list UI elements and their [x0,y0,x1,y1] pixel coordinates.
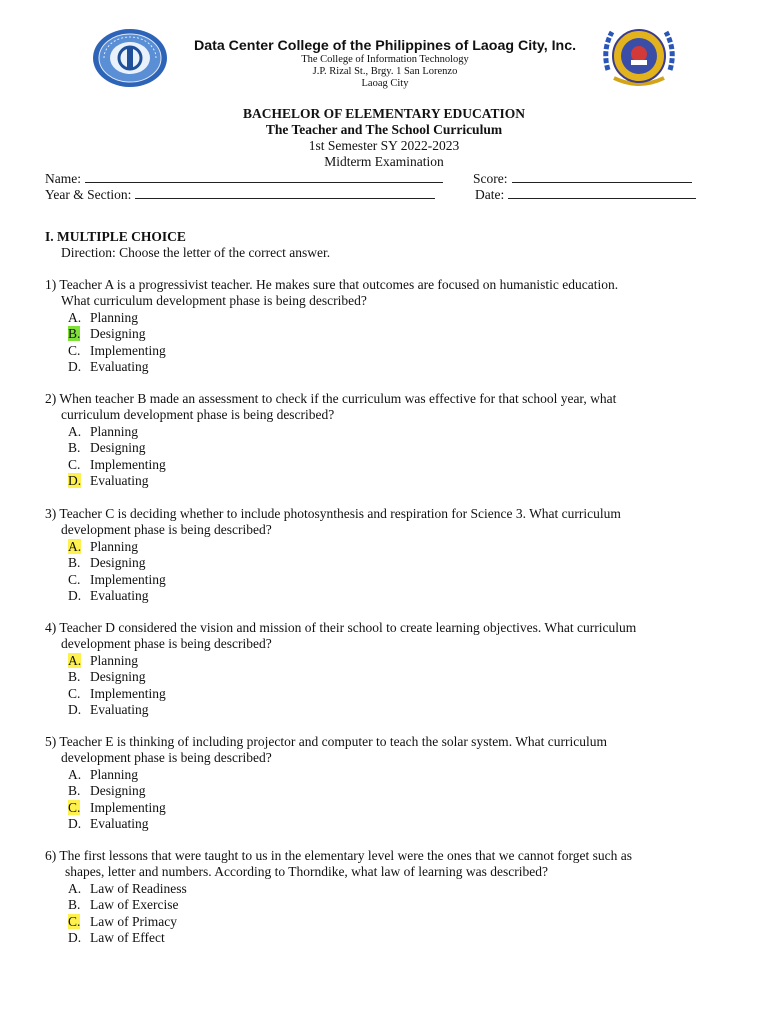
option-text: Designing [90,440,146,456]
answer-highlight: D. [68,472,82,488]
option-letter [68,473,90,489]
question-number: 2) [45,391,60,406]
question-text-line-1: Teacher E is thinking of including projector and computer to teach the solar system. What curriculum [59,734,608,749]
answer-option[interactable] [45,816,735,832]
question-number: 4) [45,620,60,635]
address-line-2: Laoag City [361,78,409,89]
option-letter: D. [68,587,82,603]
date-field[interactable] [475,187,696,203]
answer-highlight: B. [68,326,81,342]
option-letter: C. [68,456,81,472]
question-3 [45,506,735,604]
answer-option[interactable] [45,539,735,555]
option-letter [68,653,90,669]
institution-name: Data Center College of the Philippines of Laoag City, Inc. [193,38,577,54]
option-text: Designing [90,326,146,342]
question-stem [45,506,735,539]
address-line-1: J.P. Rizal St., Brgy. 1 San Lorenzo [312,66,458,77]
option-letter [68,800,90,816]
answer-option[interactable] [45,310,735,326]
question-1 [45,277,735,375]
question-text-line-1: Teacher D considered the vision and mission of their school to create learning objectives. What curriculum [59,620,637,635]
semester-label: 1st Semester SY 2022-2023 [308,138,460,153]
question-text-line-1: Teacher C is deciding whether to include photosynthesis and respiration for Science 3. What curriculum [59,506,621,521]
option-letter: B. [68,440,81,456]
answer-option[interactable] [45,343,735,359]
option-text: Planning [90,538,139,554]
date-blank[interactable] [508,187,696,199]
question-text-line-2: curriculum development phase is being described? [61,407,335,423]
year-section-field[interactable] [45,187,435,203]
pedagogue-seal-icon [600,20,678,92]
college-name: The College of Information Technology [301,54,469,65]
option-letter: C. [68,571,81,587]
answer-option[interactable] [45,555,735,571]
question-number: 5) [45,734,60,749]
answer-option[interactable] [45,767,735,783]
option-letter: D. [68,701,82,717]
data-center-logo-icon [92,28,168,88]
year-section-label: Year & Section: [45,187,132,202]
option-letter: D. [68,929,82,945]
option-text: Law of Readiness [90,880,187,896]
date-label: Date: [475,187,505,202]
option-letter: D. [68,358,82,374]
question-stem [45,734,735,767]
question-text-line-2: development phase is being described? [61,522,272,538]
name-field[interactable] [45,171,443,187]
section-title: I. MULTIPLE CHOICE [45,229,186,244]
option-letter: B. [68,897,81,913]
answer-option[interactable] [45,588,735,604]
answer-option[interactable] [45,800,735,816]
answer-option[interactable] [45,457,735,473]
section-direction: Direction: Choose the letter of the correct answer. [61,245,331,260]
score-label: Score: [473,171,508,186]
option-text: Planning [90,309,139,325]
option-text: Designing [90,783,146,799]
option-text: Law of Exercise [90,897,179,913]
option-text: Evaluating [90,358,149,374]
option-letter: C. [68,685,81,701]
answer-option[interactable] [45,473,735,489]
option-text: Planning [90,423,139,439]
answer-option[interactable] [45,359,735,375]
option-letter [68,539,90,555]
option-text: Evaluating [90,815,149,831]
option-letter [68,326,90,342]
answer-option[interactable] [45,686,735,702]
option-text: Law of Primacy [90,913,177,929]
answer-option[interactable] [45,440,735,456]
answer-options [45,767,735,833]
question-text-line-2: shapes, letter and numbers. According to Thorndike, what law of learning was described? [65,864,548,880]
option-letter: B. [68,669,81,685]
question-number: 6) [45,848,60,863]
answer-options [45,310,735,376]
question-text-line-2: development phase is being described? [61,636,272,652]
option-text: Planning [90,652,139,668]
exam-type-label: Midterm Examination [324,154,444,169]
question-text-line-1: The first lessons that were taught to us in the elementary level were the ones that we cannot forget such as [59,848,632,863]
course-title: The Teacher and The School Curriculum [265,122,503,137]
answer-highlight: C. [68,913,81,929]
answer-option[interactable] [45,572,735,588]
option-letter: A. [68,880,82,896]
question-5 [45,734,735,832]
option-text: Implementing [90,342,166,358]
option-text: Planning [90,766,139,782]
option-text: Implementing [90,685,166,701]
option-letter: A. [68,309,82,325]
option-text: Implementing [90,799,166,815]
answer-options [45,653,735,719]
answer-option[interactable] [45,914,735,930]
option-letter: B. [68,555,81,571]
answer-option[interactable] [45,326,735,342]
question-text-line-2: What curriculum development phase is being described? [61,293,367,309]
option-text: Designing [90,669,146,685]
question-stem [45,620,735,653]
option-letter: C. [68,342,81,358]
option-text: Implementing [90,456,166,472]
question-text-line-1: When teacher B made an assessment to check if the curriculum was effective for that school year, what [59,391,617,406]
answer-highlight: A. [68,538,82,554]
question-number: 3) [45,506,60,521]
question-stem [45,391,735,424]
question-2 [45,391,735,489]
answer-option[interactable] [45,669,735,685]
question-4 [45,620,735,718]
answer-option[interactable] [45,897,735,913]
program-title: BACHELOR OF ELEMENTARY EDUCATION [243,106,525,121]
option-letter: A. [68,423,82,439]
year-section-blank[interactable] [135,187,435,199]
option-text: Evaluating [90,701,149,717]
answer-option[interactable] [45,424,735,440]
question-stem [45,277,735,310]
score-field[interactable] [473,171,692,187]
answer-highlight: A. [68,652,82,668]
answer-options [45,881,735,947]
question-stem [45,848,735,881]
option-letter [68,914,90,930]
name-blank[interactable] [85,171,443,183]
option-text: Designing [90,555,146,571]
option-letter: A. [68,766,82,782]
answer-highlight: C. [68,799,81,815]
option-text: Implementing [90,571,166,587]
option-text: Evaluating [90,472,149,488]
option-letter: B. [68,783,81,799]
answer-option[interactable] [45,702,735,718]
answer-option[interactable] [45,881,735,897]
question-number: 1) [45,277,60,292]
question-text-line-2: development phase is being described? [61,750,272,766]
name-label: Name: [45,171,81,186]
answer-option[interactable] [45,930,735,946]
question-text-line-1: Teacher A is a progressivist teacher. He makes sure that outcomes are focused on humanistic education. [59,277,619,292]
score-blank[interactable] [512,171,692,183]
answer-option[interactable] [45,653,735,669]
option-text: Evaluating [90,587,149,603]
option-text: Law of Effect [90,929,165,945]
answer-options [45,539,735,605]
answer-options [45,424,735,490]
question-6 [45,848,735,946]
answer-option[interactable] [45,783,735,799]
option-letter: D. [68,815,82,831]
